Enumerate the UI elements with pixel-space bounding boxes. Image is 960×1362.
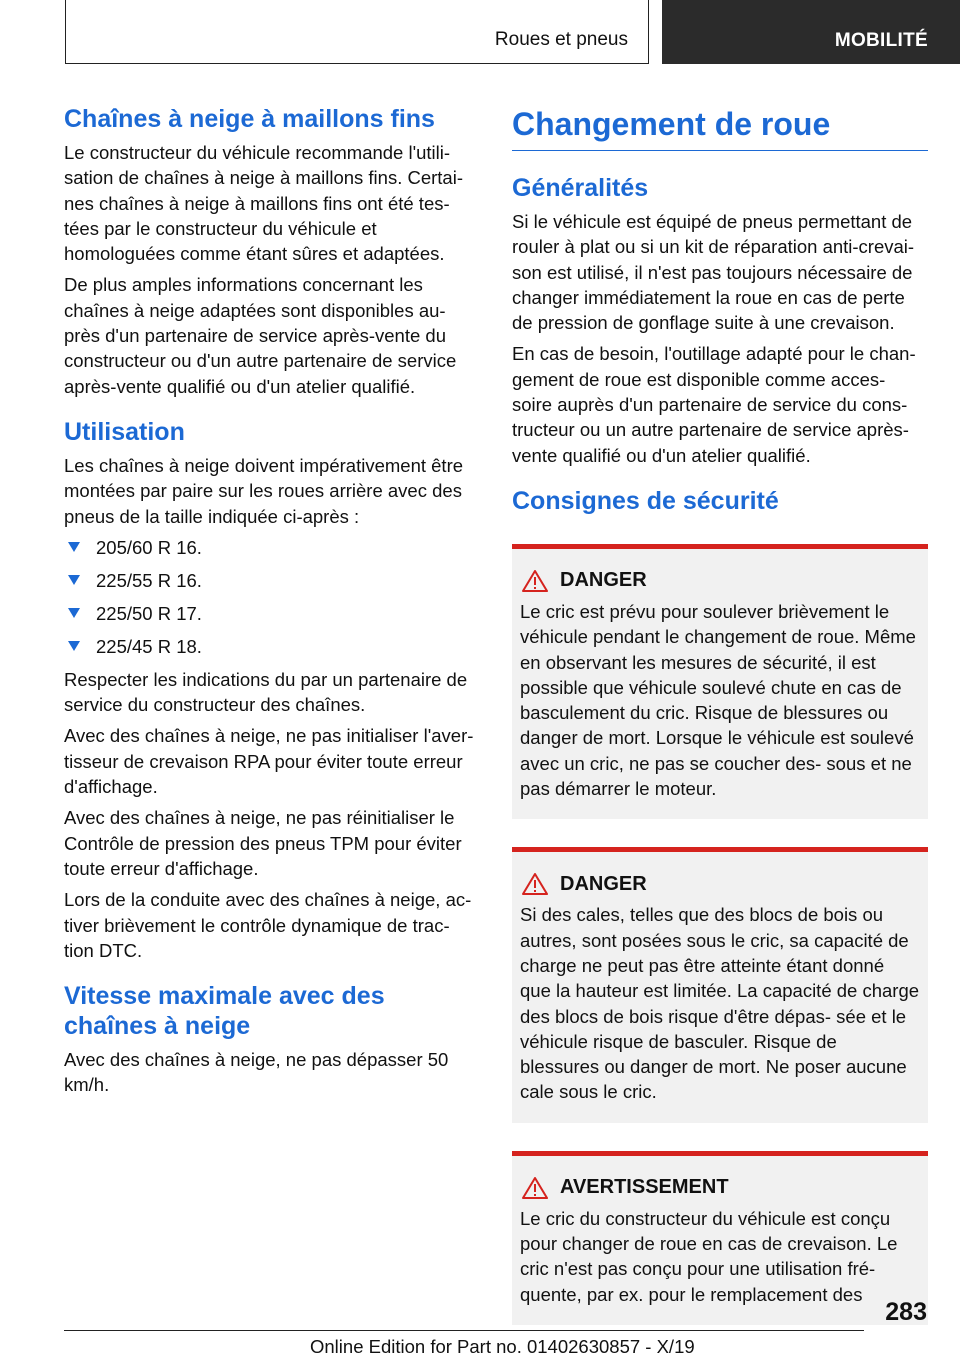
- list-item: 225/45 R 18.: [64, 634, 478, 659]
- warning-triangle-icon: [522, 569, 548, 593]
- warning-text: Le cric du constructeur du véhicule est conçu pour changer de roue en cas de crevaison. Le cric n'est pas conçu pour une utilisation fré- quente, par ex. pour le remplacement des: [520, 1207, 898, 1305]
- paragraph: Respecter les indications du par un partenaire de service du constructeur des chaînes.: [64, 668, 468, 716]
- warning-triangle-icon: [522, 872, 548, 896]
- header-chapter-title: MOBILITÉ: [834, 30, 928, 51]
- triangle-bullet-icon: [68, 542, 80, 552]
- paragraph: Le constructeur du véhicule recommande l'utili- sation de chaînes à neige à maillons fins. Certai- nes chaînes à neige à maillons fins ont été tes- tées par le constructeur du véhicule et homologuées comme étant sûres et adaptées.: [64, 142, 463, 265]
- warning-box-danger: [512, 847, 928, 1122]
- footer-divider: [64, 1330, 864, 1331]
- section-title-max-speed: Vitesse maximale avec des chaînes à neige: [64, 982, 385, 1041]
- list-item: 225/55 R 16.: [64, 568, 478, 593]
- left-column: [64, 104, 478, 1104]
- triangle-bullet-icon: [68, 608, 80, 618]
- paragraph: Avec des chaînes à neige, ne pas réinitialiser le Contrôle de pression des pneus TPM pour éviter toute erreur d'affichage.: [64, 807, 462, 879]
- tire-size-list: [64, 535, 478, 659]
- list-item: 225/50 R 17.: [64, 601, 478, 626]
- header-section-title: Roues et pneus: [494, 29, 628, 50]
- list-item: 205/60 R 16.: [64, 535, 478, 560]
- warning-box-caution: [512, 1151, 928, 1325]
- right-column: [512, 104, 928, 1325]
- page-number: 283: [885, 1298, 927, 1326]
- paragraph: Lors de la conduite avec des chaînes à neige, ac- tiver brièvement le contrôle dynamique de trac- tion DTC.: [64, 889, 472, 961]
- paragraph: Avec des chaînes à neige, ne pas initialiser l'aver- tisseur de crevaison RPA pour éviter toute erreur d'affichage.: [64, 725, 474, 798]
- section-title-snow-chains: Chaînes à neige à maillons fins: [64, 105, 435, 133]
- warning-box-danger: [512, 544, 928, 819]
- paragraph: Si le véhicule est équipé de pneus permettant de rouler à plat ou si un kit de réparation anti-crevai- son est utilisé, il n'est pas toujours nécessaire de changer immédiatement la roue en cas de perte de pression de gonflage suite à une crevaison.: [512, 211, 915, 334]
- warning-label: AVERTISSEMENT: [560, 1176, 729, 1199]
- section-title-usage: Utilisation: [64, 417, 185, 446]
- paragraph: De plus amples informations concernant les chaînes à neige adaptées sont disponibles au- près d'un partenaire de service après-vente du constructeur ou d'un autre partenaire de service après-vente qualifié ou d'un atelier qualifié.: [64, 274, 457, 397]
- header-section-box: [65, 0, 649, 64]
- warning-label: DANGER: [560, 872, 647, 895]
- triangle-bullet-icon: [68, 641, 80, 651]
- triangle-bullet-icon: [68, 575, 80, 585]
- warning-text: Si des cales, telles que des blocs de bois ou autres, sont posées sous le cric, sa capacité de charge ne peut pas être atteinte étant donné que la hauteur est limitée. La capacité de charge des blocs de bois risque d'être dépas- sée et le véhicule risque de basculer. Risque de blessures ou danger de mort. Ne poser aucune cale sous le cric.: [520, 904, 920, 1103]
- section-title-general: Généralités: [512, 174, 649, 202]
- warning-label: DANGER: [560, 569, 647, 592]
- warning-text: Le cric est prévu pour soulever brièvement le véhicule pendant le changement de roue. Même en observant les mesures de sécurité, il est possible que véhicule soulevé chute en cas de basculement du cric. Risque de blessures ou danger de mort. Lorsque le véhicule est soulevé avec un cric, ne pas se coucher des- sous et ne pas démarrer le moteur.: [520, 600, 916, 800]
- header-chapter-box: [662, 0, 960, 64]
- section-title-safety: Consignes de sécurité: [512, 486, 779, 515]
- paragraph: Les chaînes à neige doivent impérativement être montées par paire sur les roues arrière avec des pneus de la taille indiquée ci-après :: [64, 454, 464, 527]
- paragraph: Avec des chaînes à neige, ne pas dépasser 50 km/h.: [64, 1049, 449, 1096]
- chapter-title-wheel-change: Changement de roue: [512, 104, 928, 151]
- footer-edition: Online Edition for Part no. 01402630857 - X/19: [310, 1336, 695, 1357]
- paragraph: En cas de besoin, l'outillage adapté pour le chan- gement de roue est disponible comme acces- soire auprès d'un partenaire de service du cons- tructeur ou un autre partenaire de service après- vente qualifié ou d'un atelier qualifié.: [512, 343, 916, 466]
- warning-triangle-icon: [522, 1176, 548, 1200]
